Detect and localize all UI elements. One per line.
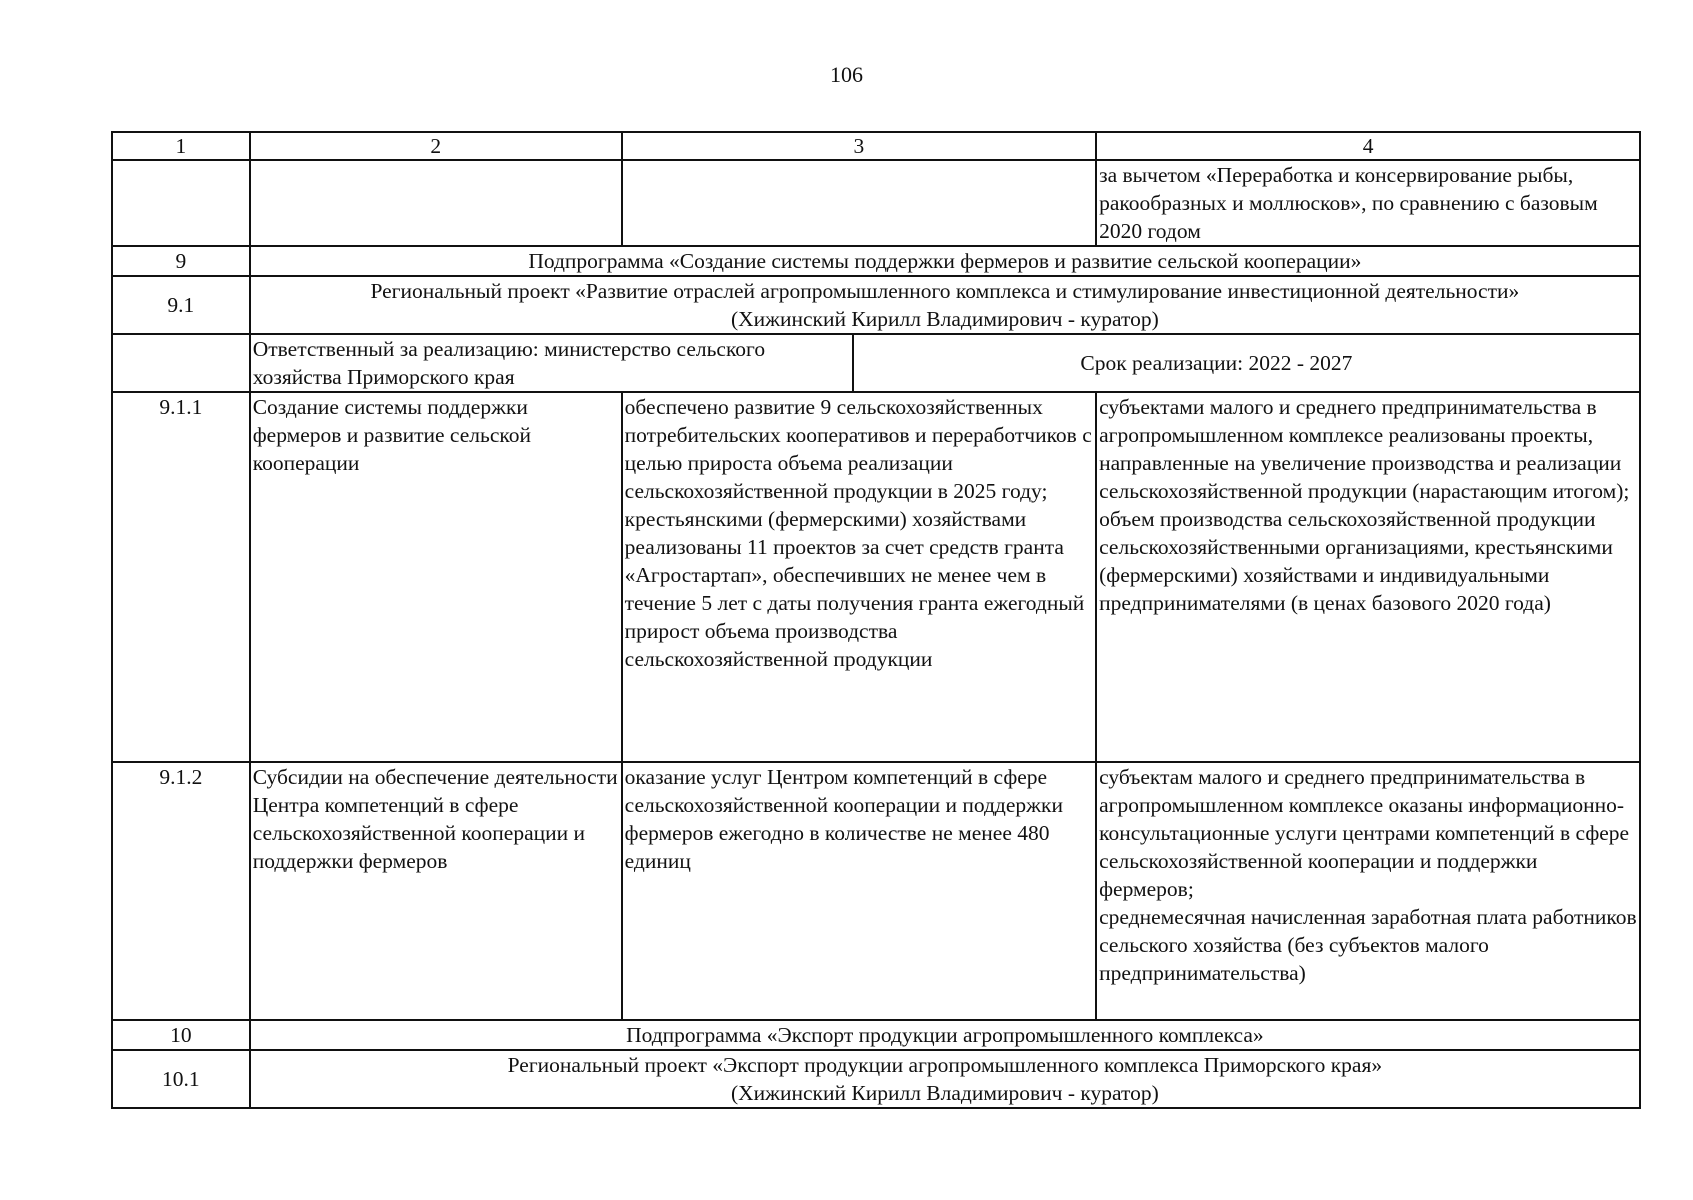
cell-empty	[622, 160, 1096, 246]
task-cell: Создание системы поддержки фермеров и развитие сельской кооперации	[250, 392, 622, 762]
header-col-1: 1	[112, 132, 250, 160]
implementation-term: Срок реализации: 2022 - 2027	[1080, 351, 1353, 375]
table-header-row	[112, 132, 1640, 160]
row-number: 9	[112, 246, 250, 276]
subprogram-title: Подпрограмма «Экспорт продукции агропромышленного комплекса»	[250, 1020, 1640, 1050]
table-row-responsible	[112, 334, 1640, 392]
responsible-cell	[250, 334, 1640, 392]
cell-empty	[112, 160, 250, 246]
result-cell: оказание услуг Центром компетенций в сфере сельскохозяйственной кооперации и поддержки фермеров ежегодно в количестве не менее 480 единиц	[622, 762, 1096, 1020]
project-title	[250, 1050, 1640, 1108]
table-row-subprogram-9	[112, 246, 1640, 276]
page-number: 106	[830, 62, 863, 87]
result-cell: обеспечено развитие 9 сельскохозяйственных потребительских кооперативов и переработчиков с целью прироста объема реализации сельскохозяйственной продукции в 2025 году; крестьянскими (фермерскими) хозяйствами реализованы 11 проектов за счет средств гранта «Агростартап», обеспечивших не менее чем в течение 5 лет с даты получения гранта ежегодный прирост объема производства сельскохозяйственной продукции	[622, 392, 1096, 762]
row-number: 9.1.1	[112, 392, 250, 762]
header-col-4: 4	[1096, 132, 1640, 160]
row-number: 10.1	[112, 1050, 250, 1108]
continuation-indicator: за вычетом «Переработка и консервирование рыбы, ракообразных и моллюсков», по сравнению с базовым 2020 годом	[1096, 160, 1640, 246]
subprogram-title: Подпрограмма «Создание системы поддержки фермеров и развитие сельской кооперации»	[250, 246, 1640, 276]
indicator-cell: субъектам малого и среднего предпринимательства в агропромышленном комплексе оказаны информационно-консультационные услуги центрами компетенций в сфере сельскохозяйственной кооперации и поддержки фермеров; среднемесячная начисленная заработная плата работников сельского хозяйства (без субъектов малого предпринимательства)	[1096, 762, 1640, 1020]
cell-empty	[112, 334, 250, 392]
project-title-line: Региональный проект «Развитие отраслей агропромышленного комплекса и стимулирование инвестиционной деятельности»	[370, 279, 1520, 303]
table-row-project-9-1	[112, 276, 1640, 334]
project-curator-line: (Хижинский Кирилл Владимирович - куратор)	[730, 307, 1159, 331]
responsible-text: Ответственный за реализацию: министерство сельского хозяйства Приморского края	[251, 335, 854, 391]
row-number: 9.1.2	[112, 762, 250, 1020]
cell-empty	[250, 160, 622, 246]
row-number: 10	[112, 1020, 250, 1050]
project-curator-line: (Хижинский Кирилл Владимирович - куратор)	[730, 1081, 1159, 1105]
program-table	[111, 131, 1641, 1109]
task-cell: Субсидии на обеспечение деятельности Центра компетенций в сфере сельскохозяйственной кооперации и поддержки фермеров	[250, 762, 622, 1020]
indicator-cell: субъектами малого и среднего предпринимательства в агропромышленном комплексе реализованы проекты, направленные на увеличение производства и реализации сельскохозяйственной продукции (нарастающим итогом); объем производства сельскохозяйственной продукции сельскохозяйственными организациями, крестьянскими (фермерскими) хозяйствами и индивидуальными предпринимателями (в ценах базового 2020 года)	[1096, 392, 1640, 762]
table-row-9-1-1	[112, 392, 1640, 762]
table-row-continuation	[112, 160, 1640, 246]
header-col-2: 2	[250, 132, 622, 160]
row-number: 9.1	[112, 276, 250, 334]
header-col-3: 3	[622, 132, 1096, 160]
project-title-line: Региональный проект «Экспорт продукции агропромышленного комплекса Приморского края»	[507, 1053, 1383, 1077]
project-title	[250, 276, 1640, 334]
table-row-project-10-1	[112, 1050, 1640, 1108]
table-row-subprogram-10	[112, 1020, 1640, 1050]
table-row-9-1-2	[112, 762, 1640, 1020]
